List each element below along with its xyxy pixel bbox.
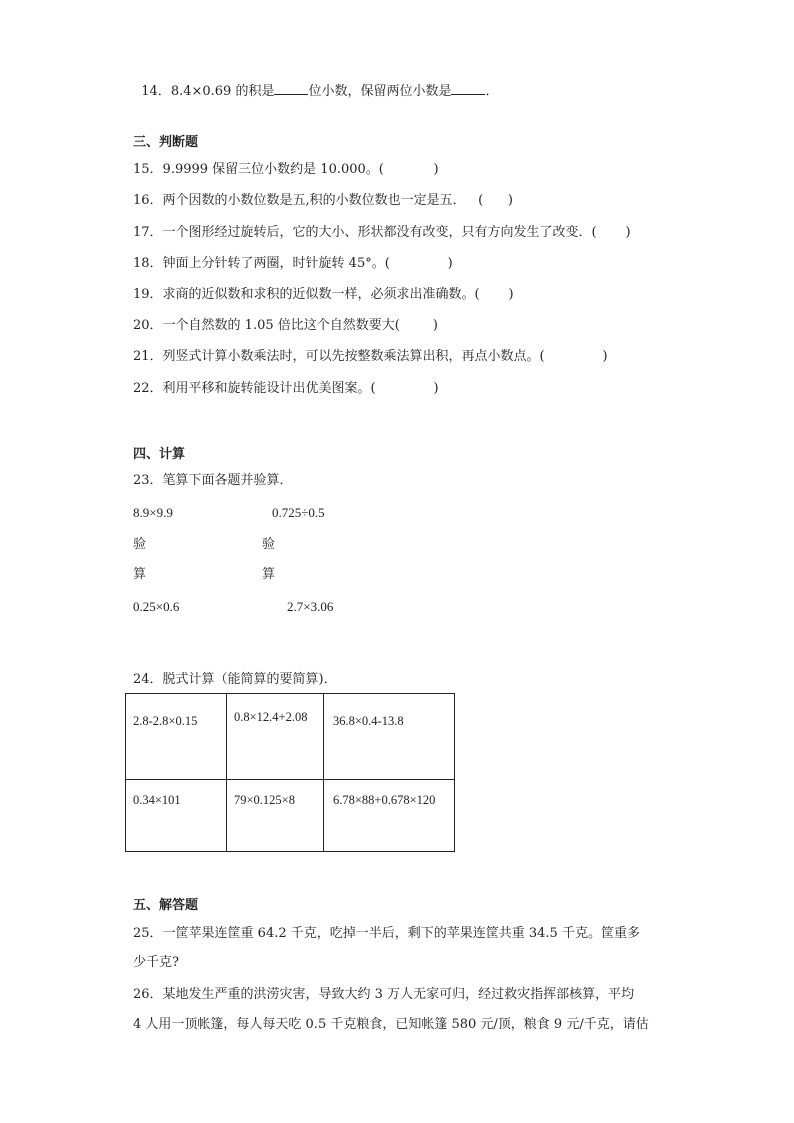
- check-label: 算: [133, 567, 147, 582]
- question-26-line: 4 人用一顶帐篷，每人每天吃 0.5 千克粮食，已知帐篷 580 元/顶，粮食 9 元/千克，请估: [133, 1017, 649, 1032]
- table-cell[interactable]: [227, 694, 324, 780]
- question-19: 19．求商的近似数和求积的近似数一样，必须求出准确数。( ): [133, 287, 514, 302]
- question-16: 16．两个因数的小数位数是五,积的小数位数也一定是五． ( ): [133, 193, 514, 208]
- table-cell[interactable]: [126, 694, 227, 780]
- calc-expression: 0.725÷0.5: [272, 505, 325, 520]
- section-heading: 五、解答题: [133, 898, 199, 913]
- check-label: 验: [262, 537, 276, 552]
- question-text: ．: [485, 84, 499, 99]
- section-heading: 三、判断题: [133, 135, 199, 150]
- question-26-line: 26．某地发生严重的洪涝灾害，导致大约 3 万人无家可归，经过救灾指挥部核算，平均: [133, 987, 635, 1002]
- question-number: 14．: [141, 84, 171, 99]
- question-15: 15．9.9999 保留三位小数约是 10.000。( ): [133, 162, 439, 177]
- calc-expression: 8.9×9.9: [133, 505, 173, 520]
- check-label: 验: [133, 537, 147, 552]
- question-text: 位小数，保留两位小数是: [308, 84, 452, 99]
- question-23-title: 23．笔算下面各题并验算．: [133, 473, 293, 488]
- question-24-title: 24．脱式计算（能简算的要简算)．: [133, 672, 337, 687]
- calc-expression: 2.8-2.8×0.15: [133, 714, 198, 728]
- answer-blank[interactable]: [451, 83, 485, 95]
- table-cell[interactable]: [324, 694, 455, 780]
- table-cell[interactable]: [324, 780, 455, 852]
- calc-expression: 0.34×101: [133, 793, 181, 807]
- question-14: [133, 67, 499, 100]
- answer-blank[interactable]: [274, 83, 308, 95]
- question-text: 的积是: [231, 84, 275, 99]
- calc-expression: 0.25×0.6: [133, 599, 180, 614]
- calc-expression: 36.8×0.4-13.8: [333, 714, 404, 728]
- question-18: 18．钟面上分针转了两圈，时针旋转 45°。( ): [133, 256, 453, 271]
- section-heading: 四、计算: [133, 447, 186, 462]
- calculation-table: [125, 693, 455, 852]
- table-cell[interactable]: [227, 780, 324, 852]
- calc-expression: 6.78×88+0.678×120: [333, 793, 436, 807]
- question-20: 20．一个自然数的 1.05 倍比这个自然数要大( ): [133, 318, 438, 333]
- calc-expression: 0.8×12.4+2.08: [234, 710, 308, 724]
- question-21: 21．列竖式计算小数乘法时，可以先按整数乘法算出积，再点小数点。( ): [133, 349, 608, 364]
- question-25-line: 25．一筐苹果连筐重 64.2 千克，吃掉一半后，剩下的苹果连筐共重 34.5 千克。筐重多: [133, 926, 640, 941]
- calc-expression: 79×0.125×8: [234, 793, 295, 807]
- question-25-line: 少千克?: [133, 955, 179, 970]
- question-22: 22．利用平移和旋转能设计出优美图案。( ): [133, 381, 439, 396]
- check-label: 算: [262, 567, 276, 582]
- table-cell[interactable]: [126, 780, 227, 852]
- math-expression: 8.4×0.69: [170, 84, 232, 99]
- calc-expression: 2.7×3.06: [287, 599, 334, 614]
- question-17: 17．一个图形经过旋转后，它的大小、形状都没有改变，只有方向发生了改变．( ): [133, 225, 631, 240]
